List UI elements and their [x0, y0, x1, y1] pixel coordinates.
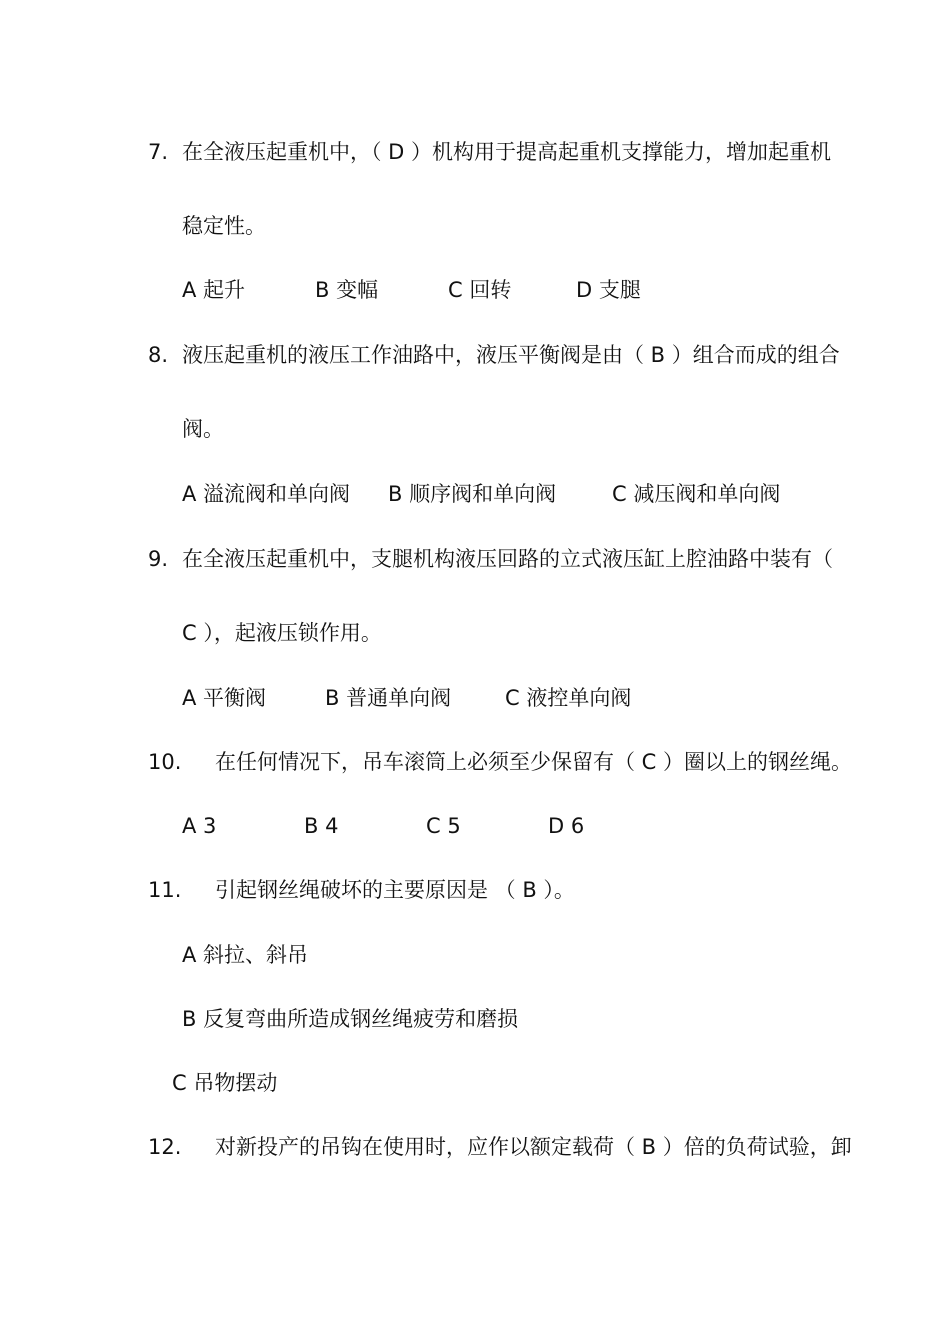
question-9-option-c: C 液控单向阀: [505, 686, 632, 710]
question-7-text: 在全液压起重机中，（ D ）机构用于提高起重机支撑能力，增加起重机: [182, 140, 832, 164]
question-7-number: 7.: [148, 140, 169, 164]
question-12-text: 对新投产的吊钩在使用时，应作以额定载荷（ B ）倍的负荷试验，卸: [215, 1135, 852, 1159]
question-9-option-b: B 普通单向阀: [325, 686, 452, 710]
question-7-option-d: D 支腿: [576, 278, 641, 302]
question-11-option-b: B 反复弯曲所造成钢丝绳疲劳和磨损: [182, 1007, 519, 1031]
question-7-option-a: A 起升: [182, 278, 246, 302]
question-10-number: 10.: [148, 750, 182, 774]
question-8-number: 8.: [148, 343, 169, 367]
question-9-text: 在全液压起重机中，支腿机构液压回路的立式液压缸上腔油路中装有（: [182, 547, 833, 571]
question-10-option-b: B 4: [304, 814, 339, 838]
question-11-option-a: A 斜拉、斜吊: [182, 943, 309, 967]
question-8-option-a: A 溢流阀和单向阀: [182, 482, 351, 506]
question-11-text: 引起钢丝绳破坏的主要原因是 （ B ）。: [215, 878, 575, 902]
question-11-number: 11.: [148, 878, 182, 902]
question-10-option-a: A 3: [182, 814, 217, 838]
question-9-number: 9.: [148, 547, 169, 571]
question-8-option-c: C 减压阀和单向阀: [612, 482, 781, 506]
question-10-option-d: D 6: [548, 814, 585, 838]
question-9-option-a: A 平衡阀: [182, 686, 267, 710]
question-10-text: 在任何情况下，吊车滚筒上必须至少保留有（ C ）圈以上的钢丝绳。: [215, 750, 853, 774]
question-11-option-c: C 吊物摆动: [172, 1071, 278, 1095]
question-8-text-cont: 阀。: [182, 417, 224, 441]
question-12-number: 12.: [148, 1135, 182, 1159]
question-7-option-c: C 回转: [448, 278, 512, 302]
question-8-option-b: B 顺序阀和单向阀: [388, 482, 557, 506]
question-7-text-cont: 稳定性。: [182, 214, 266, 238]
question-9-text-cont: C ），起液压锁作用。: [182, 621, 382, 645]
question-8-text: 液压起重机的液压工作油路中，液压平衡阀是由（ B ）组合而成的组合: [182, 343, 840, 367]
question-10-option-c: C 5: [426, 814, 461, 838]
question-7-option-b: B 变幅: [315, 278, 379, 302]
